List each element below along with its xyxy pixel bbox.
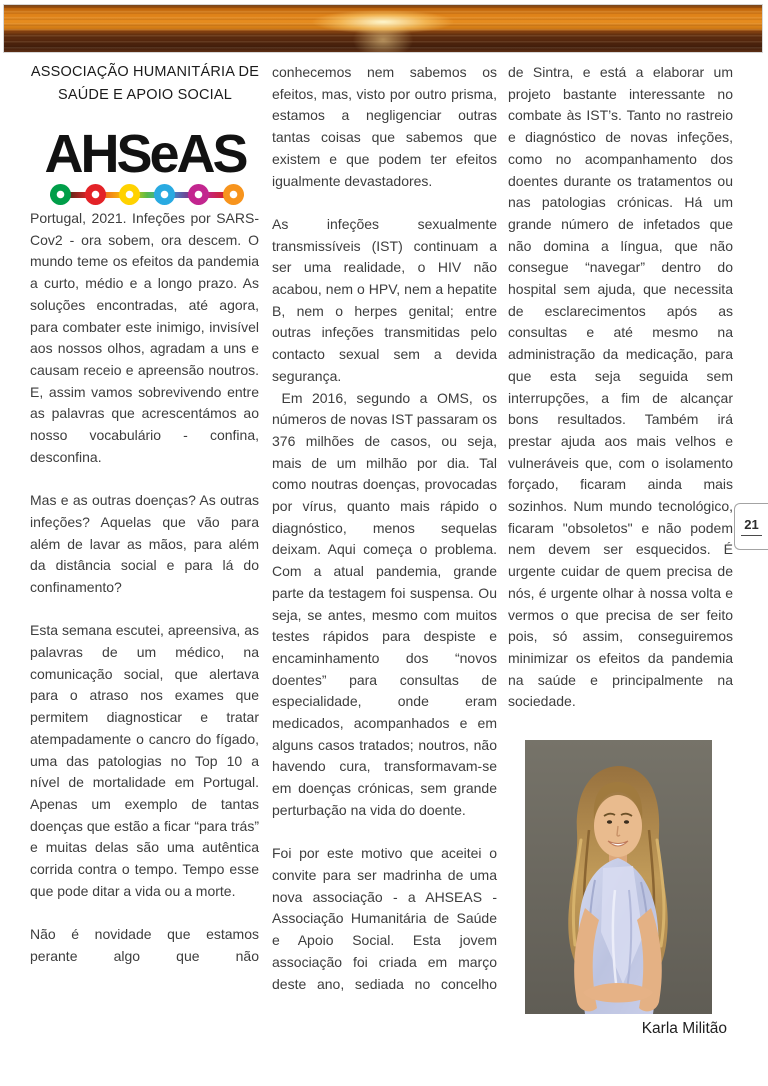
- portrait-photo-svg: [525, 740, 712, 1014]
- logo-wordmark: AHSeAS: [44, 124, 246, 184]
- paragraph: Esta semana escutei, apreensiva, as palavras de um médico, na comunicação social, que alertava para o atraso nos exames que permitem diagnosticar e tratar atempadamente o cancro do fígado, uma das patologias no Top 10 a nível de mortalidade em Portugal. Apenas um exemplo de tantas doenças que estão a ficar “para trás” e muitas delas são uma autêntica corrida contra o tempo. Tempo esse que pode ditar a vida ou a morte.: [30, 622, 259, 899]
- paragraph: As infeções sexualmente transmissíveis (IST) continuam a ser uma realidade, o HIV não acabou, nem o HPV, nem a hepatite B, nem o herpes genital; entre outras infeções transmitidas pelo contacto sexual sem a devida segurança.: [272, 215, 497, 384]
- article-column-3: [508, 62, 733, 735]
- logo-dot: [85, 184, 106, 205]
- paragraph: Em 2016, segundo a OMS, os números de novas IST passaram os 376 milhões de casos, ou seja, mais de um milhão por dia. Tal como noutras doenças, provocadas por vírus, quanto mais rápido o diagnóstico, menos sequelas deixam. Aqui começa o problema. Com a atual pandemia, grande parte da testagem foi suspensa. Ou seja, se antes, mesmo com muitos testes rápidos para despiste e encaminhamento dos “novos doentes” para consultas de especialidade, onde eram medicados, acompanhados e em alguns casos tratados; noutros, não havendo cura, transformavam-se em doenças crónicas, sem grande perturbação na vida do doente.: [272, 389, 497, 818]
- paragraph: Não é novidade que estamos perante algo que não: [30, 926, 259, 964]
- paragraph: conhecemos nem sabemos os efeitos, mas, visto por outro prisma, estamos a negligenciar outras tantas coisas que sabemos que existem e que podem ter efeitos igualmente devastadores.: [272, 64, 497, 189]
- logo-dots-line: [50, 192, 244, 198]
- article-column-2: [272, 62, 497, 1017]
- org-title: [28, 61, 262, 107]
- paragraph: Portugal, 2021. Infeções por SARS-Cov2 - ora sobem, ora descem. O mundo teme os efeitos da pandemia a curto, médio e a longo prazo. As soluções encontradas, até agora, para combater este inimigo, invisível aos nossos olhos, agradam a uns e causam receio e apreensão noutros. E, assim vamos sobrevivendo entre as palavras que acrescentámos ao nosso vocabulário - confina, desconfina.: [30, 210, 259, 465]
- logo-dot: [188, 184, 209, 205]
- paragraph: Mas e as outras doenças? As outras infeções? Aquelas que vão para além de lavar as mãos, para além da distância social e para lá do confinamento?: [30, 492, 259, 595]
- logo-dot: [119, 184, 140, 205]
- page-number: 21: [741, 517, 761, 536]
- logo-dot: [154, 184, 175, 205]
- photo-caption: Karla Militão: [641, 1020, 727, 1037]
- portrait-photo: [525, 740, 712, 1014]
- sunset-banner-image: [3, 4, 763, 53]
- paragraph: de Sintra, e está a elaborar um projeto bastante interessante no combate às IST’s. Tanto no rastreio e diagnóstico de novas infeções, como no acompanhamento dos doentes durante os tratamentos ou nas patologias crónicas. Há um grande número de infetados que não domina a língua, que não consegue “navegar” dentro do hospital sem ajuda, que necessita de esclarecimentos após as consultas e até mesmo na administração da medicação, para que esta seja seguida sem interrupções, a fim de alcançar bons resultados. Também irá prestar ajuda aos mais velhos e vulneráveis que, com o isolamento forçado, ficaram ainda mais sozinhos. Num mundo tecnológico, ficaram "obsoletos" e não podem nem devem ser esquecidos. É urgente cuidar de quem precisa de nós, é urgente olhar à nossa volta e vermos o que precisa de ser feito pois, só assim, conseguiremos minimizar os efeitos da pandemia na saúde e principalmente na sociedade.: [508, 64, 733, 710]
- paragraph: Foi por este motivo que aceitei o convite para ser madrinha de uma nova associação - a AHSEAS - Associação Humanitária de Saúde e Apoio Social. Esta jovem associação foi criada em março deste ano, sediada no concelho: [272, 845, 497, 992]
- logo-dot: [223, 184, 244, 205]
- logo-dot: [50, 184, 71, 205]
- article-column-1: [30, 208, 259, 989]
- logo-dots: [50, 184, 244, 205]
- org-title-line1: ASSOCIAÇÃO HUMANITÁRIA DE: [30, 64, 260, 80]
- org-title-line2: SAÚDE E APOIO SOCIAL: [57, 87, 233, 103]
- page-number-badge: [734, 503, 768, 550]
